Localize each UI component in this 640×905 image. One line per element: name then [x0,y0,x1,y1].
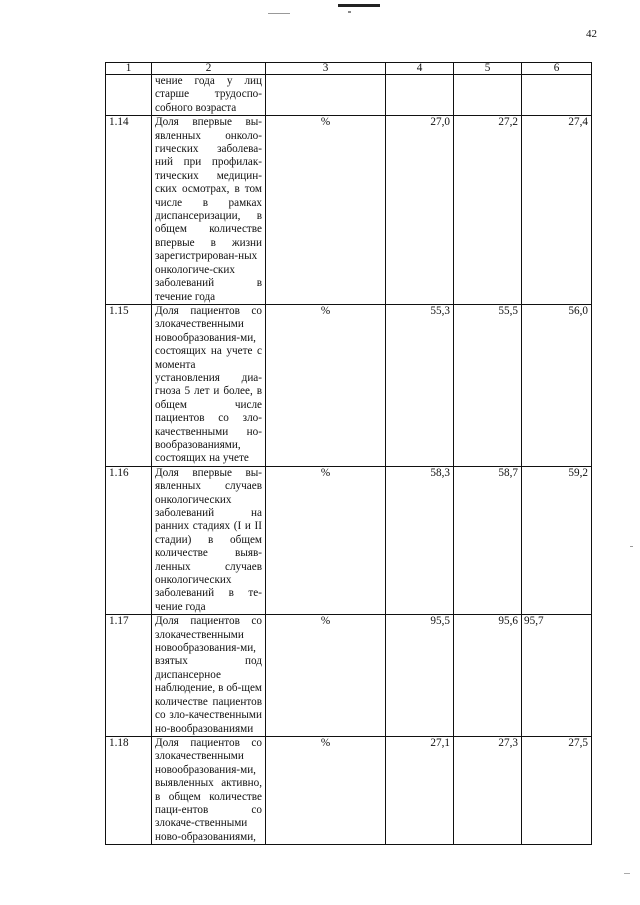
row-value-year1: 55,3 [386,304,454,466]
row-value-year1: 27,1 [386,736,454,844]
row-unit: % [266,304,386,466]
row-description: Доля пациентов со злокачественными новообразования-ми, состоящих на учете с момента установления диа-гноза 5 лет и более, в общем числе пациентов со зло-качественными но-вообразованиями, состоящих на учете [152,304,266,466]
row-description: Доля впервые вы-явленных онколо-гических заболева-ний при профилак-тических медицин-ских осмотрах, в том числе в рамках диспансеризации, в общем количестве впервые в жизни зарегистрирован-ных онкологиче-ских заболеваний в течение года [152,116,266,305]
col-header-5: 5 [454,63,522,75]
row-value-year1: 95,5 [386,615,454,737]
row-description: Доля пациентов со злокачественными новообразования-ми, выявленных активно, в общем количестве паци-ентов со злокаче-ственными ново-образованиями, [152,736,266,844]
row-value-year2: 58,7 [454,466,522,614]
indicator-table [105,62,592,845]
row-value-year2: 27,2 [454,116,522,305]
row-description: Доля пациентов со злокачественными новообразования-ми, взятых под диспансерное наблюдение, в об-щем количестве пациентов со зло-качественными но-вообразованиями [152,615,266,737]
scan-mark-top [338,4,380,7]
table-row [106,736,592,844]
row-value-year2: 55,5 [454,304,522,466]
row-value-year1: 58,3 [386,466,454,614]
table-row [106,116,592,305]
col-header-1: 1 [106,63,152,75]
table-row [106,466,592,614]
row-number: 1.18 [106,736,152,844]
row-value-year3: 27,4 [522,116,592,305]
row-number: 1.17 [106,615,152,737]
row-value-year2: 27,3 [454,736,522,844]
col-header-4: 4 [386,63,454,75]
row-number: 1.14 [106,116,152,305]
row-unit: % [266,116,386,305]
row-value-year1: 27,0 [386,116,454,305]
row-unit: % [266,736,386,844]
scan-mark-top-dash [268,13,290,14]
scan-mark-bottom-right [624,873,630,874]
row-number: 1.16 [106,466,152,614]
row-description: чение года у лиц старше трудоспо-собного возраста [152,75,266,116]
row-value-year3: 56,0 [522,304,592,466]
row-unit: % [266,615,386,737]
col-header-6: 6 [522,63,592,75]
col-header-3: 3 [266,63,386,75]
row-value-year1 [386,75,454,116]
col-header-2: 2 [152,63,266,75]
row-value-year3: 95,7 [522,615,592,737]
header-row [106,63,592,75]
row-number: 1.15 [106,304,152,466]
table-row [106,75,592,116]
table-row [106,615,592,737]
row-value-year3: 59,2 [522,466,592,614]
row-value-year2 [454,75,522,116]
row-unit [266,75,386,116]
page-number: 42 [586,28,597,40]
scan-mark-top-dot [348,11,351,13]
row-number [106,75,152,116]
row-value-year3: 27,5 [522,736,592,844]
row-value-year3 [522,75,592,116]
row-description: Доля впервые вы-явленных случаев онкологических заболеваний на ранних стадиях (I и II стадии) в общем количестве выяв-ленных случаев онкологических заболеваний в те-чение года [152,466,266,614]
table-row [106,304,592,466]
scan-mark-right-edge [630,546,633,547]
row-value-year2: 95,6 [454,615,522,737]
row-unit: % [266,466,386,614]
